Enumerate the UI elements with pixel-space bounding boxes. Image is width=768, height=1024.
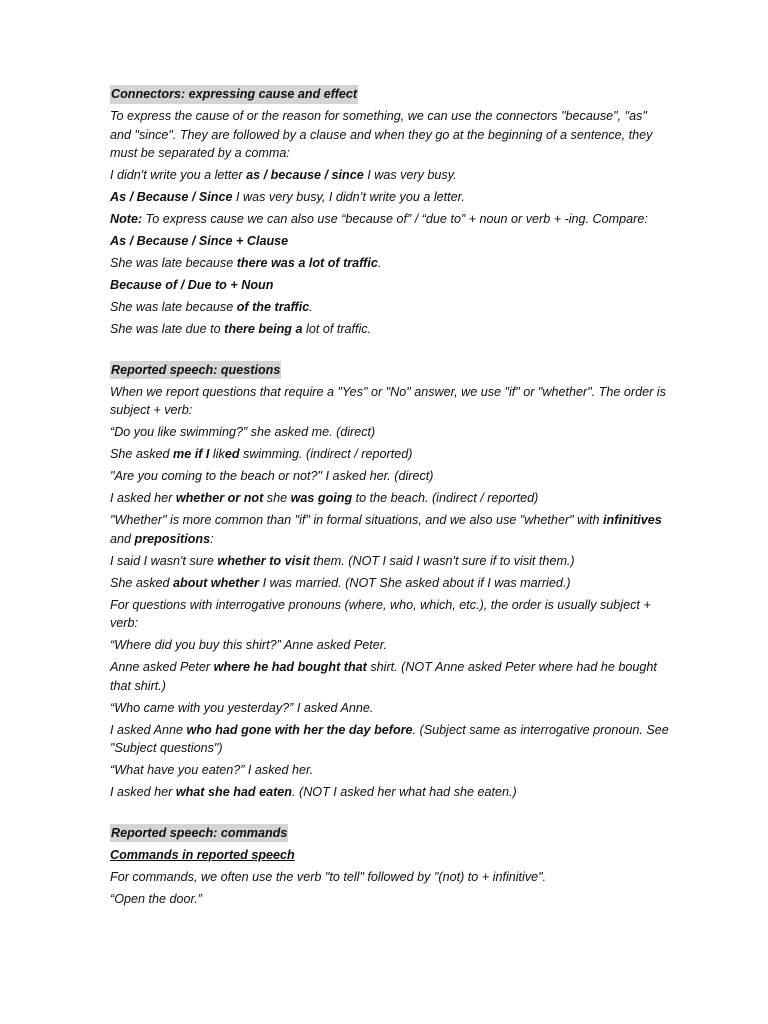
example-line: She was late because of the traffic. [110,300,313,314]
paragraph: For commands, we often use the verb "to tell" followed by "(not) to + infinitive". [110,869,547,884]
paragraph: For questions with interrogative pronouns (where, who, which, etc.), the order is usually subject + verb: [110,597,651,630]
example-line: “What have you eaten?” I asked her. [110,763,314,777]
note-paragraph: Note: To express cause we can also use “because of” / “due to” + noun or verb + -ing. Compare: [110,212,648,226]
example-line: “Where did you buy this shirt?” Anne asked Peter. [110,638,387,652]
example-line: I didn't write you a letter as / because / since I was very busy. [110,168,457,182]
example-line: “Open the door.” [110,891,202,906]
example-line: She was late due to there being a lot of traffic. [110,322,372,336]
example-line: She was late because there was a lot of traffic. [110,256,382,270]
rule-line: Because of / Due to + Noun [110,278,274,292]
example-line: I said I wasn't sure whether to visit them. (NOT I said I wasn't sure if to visit them.) [110,553,575,568]
paragraph: When we report questions that require a "Yes" or "No" answer, we use "if" or "whether". The order is subject + verb: [110,384,666,417]
subheading: Commands in reported speech [110,847,295,862]
section-heading-connectors: Connectors: expressing cause and effect [110,85,670,104]
section-heading-reported-commands: Reported speech: commands [110,824,670,843]
paragraph: To express the cause of or the reason for something, we can use the connectors "because", "as" and "since". They are followed by a clause and when they go at the beginning of a sentence, they must be separated by a comma: [110,109,653,160]
example-line: As / Because / Since I was very busy, I didn’t write you a letter. [110,190,465,204]
example-line: “Do you like swimming?” she asked me. (direct) [110,425,376,439]
rule-line: As / Because / Since + Clause [110,234,289,248]
section-heading-reported-questions: Reported speech: questions [110,361,670,380]
example-line: “Who came with you yesterday?” I asked Anne. [110,700,374,715]
paragraph: "Whether" is more common than "if" in formal situations, and we also use "whether" with infinitives and prepositions: [110,513,662,546]
example-line: I asked her what she had eaten. (NOT I asked her what had she eaten.) [110,785,517,799]
document-body [110,85,670,912]
example-line: She asked me if I liked swimming. (indirect / reported) [110,447,413,461]
example-line: Anne asked Peter where he had bought that shirt. (NOT Anne asked Peter where had he bought that shirt.) [110,660,657,693]
example-line: I asked Anne who had gone with her the day before. (Subject same as interrogative pronoun. See "Subject questions") [110,722,669,755]
example-line: I asked her whether or not she was going to the beach. (indirect / reported) [110,491,539,505]
example-line: "Are you coming to the beach or not?" I asked her. (direct) [110,469,434,483]
example-line: She asked about whether I was married. (NOT She asked about if I was married.) [110,575,571,590]
